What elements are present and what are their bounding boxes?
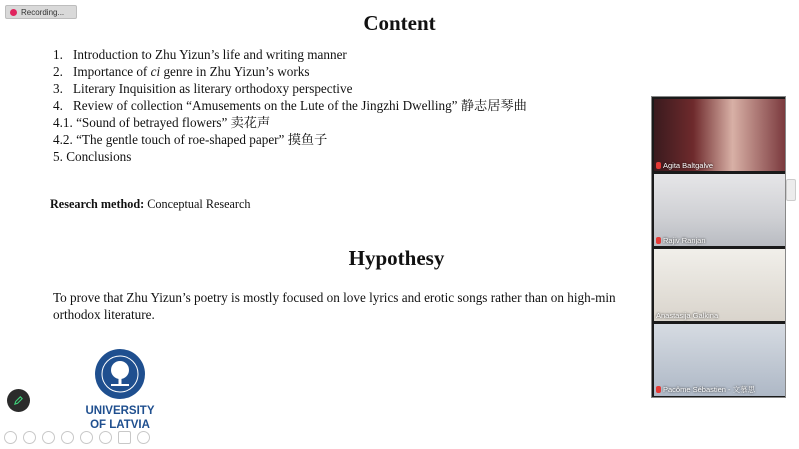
next-slide-button[interactable] xyxy=(23,431,36,444)
participant-video[interactable] xyxy=(654,174,785,246)
panel-scroll-handle[interactable] xyxy=(786,179,796,201)
participant-name: Rajiv Ranjan xyxy=(663,236,706,245)
mic-muted-icon xyxy=(656,386,661,393)
pen-tool-button[interactable] xyxy=(42,431,55,444)
logo-text-line1: UNIVERSITY xyxy=(85,405,155,417)
pen-icon xyxy=(13,395,24,406)
list-item: 2. Importance of ci genre in Zhu Yizun’s works xyxy=(53,64,310,79)
participant-video[interactable] xyxy=(654,99,785,171)
logo-text-line2: OF LATVIA xyxy=(90,419,150,431)
participant-video[interactable] xyxy=(654,324,785,396)
previous-slide-button[interactable] xyxy=(4,431,17,444)
slide-toolbar xyxy=(4,431,150,444)
list-item: 1. Introduction to Zhu Yizun’s life and writing manner xyxy=(53,47,347,62)
participant-name: Agita Baltgalve xyxy=(663,161,714,170)
sub-item: 5. Conclusions xyxy=(53,149,132,164)
slides-grid-button[interactable] xyxy=(61,431,74,444)
camera-button[interactable] xyxy=(118,431,131,444)
list-item: 3. Literary Inquisition as literary orthodoxy perspective xyxy=(53,81,353,96)
list-item: 4. Review of collection “Amusements on the Lute of the Jingzhi Dwelling” 静志居琴曲 xyxy=(53,98,527,113)
university-logo xyxy=(84,348,156,432)
sub-item: 4.2. “The gentle touch of roe-shaped paper” 摸鱼子 xyxy=(53,132,328,147)
university-seal-icon xyxy=(94,348,146,400)
hypothesis-title: Hypothesy xyxy=(348,246,445,270)
pen-button[interactable] xyxy=(7,389,30,412)
sub-item: 4.1. “Sound of betrayed flowers” 卖花声 xyxy=(53,115,271,130)
participant-name: Pacôme Sébastien - 文慕思 xyxy=(663,385,756,394)
slide-title: Content xyxy=(363,11,436,35)
mic-muted-icon xyxy=(656,162,661,169)
participant-name: Anastasija Galkina xyxy=(656,311,719,320)
zoom-button[interactable] xyxy=(80,431,93,444)
contents-list xyxy=(53,46,527,165)
mic-muted-icon xyxy=(656,237,661,244)
subtitles-button[interactable] xyxy=(99,431,112,444)
more-options-button[interactable] xyxy=(137,431,150,444)
research-method: Research method: Conceptual Research xyxy=(50,197,251,211)
participant-video[interactable] xyxy=(654,249,785,321)
recording-label: Recording... xyxy=(21,7,65,17)
participants-panel xyxy=(651,96,786,398)
hypothesis-text: To prove that Zhu Yizun’s poetry is mostly focused on love lyrics and erotic songs rather than on high-min orthodox literature. xyxy=(53,290,616,322)
